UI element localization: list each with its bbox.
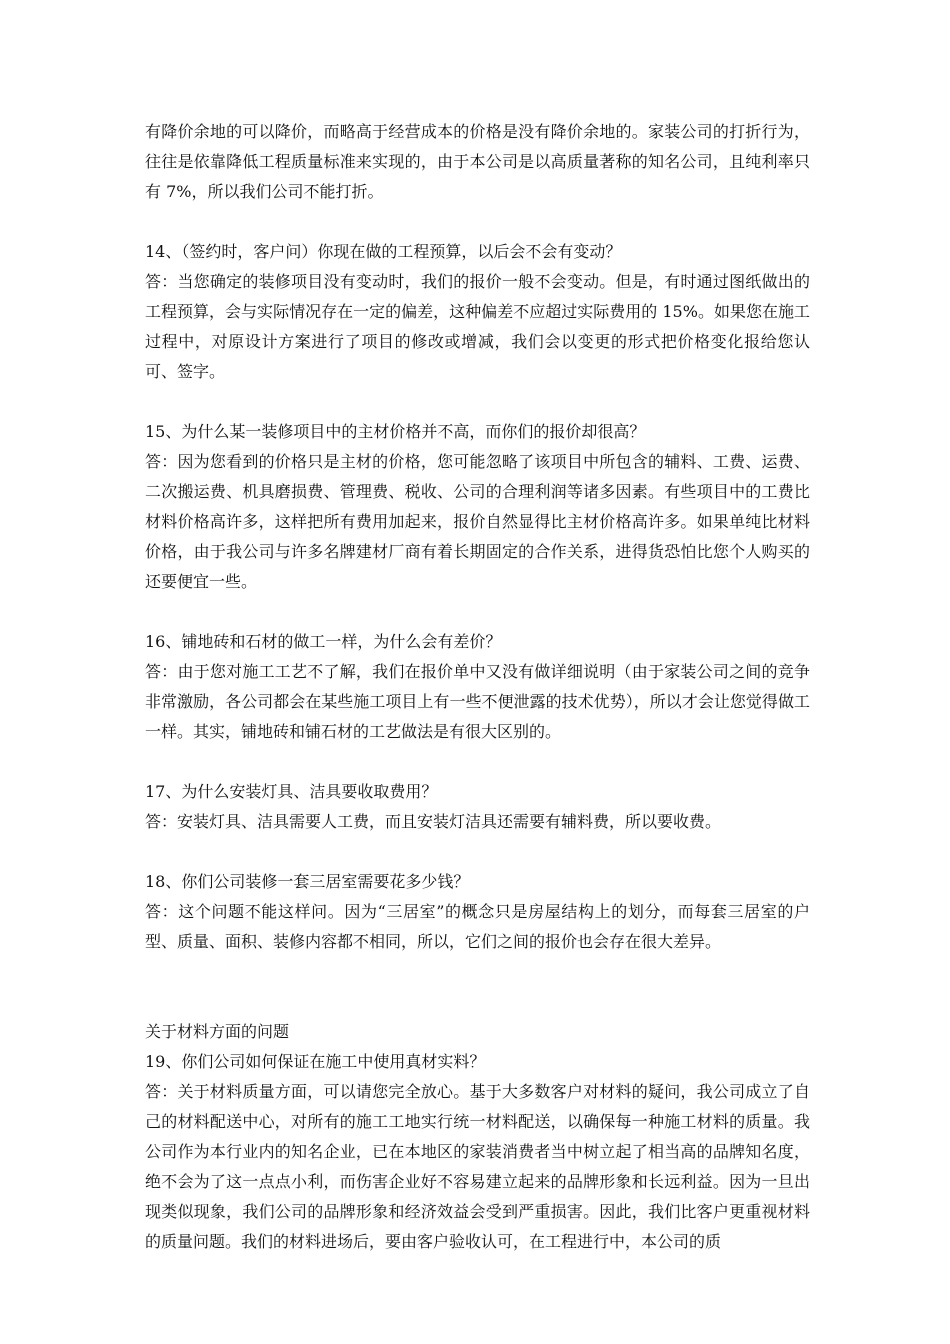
paragraph-gap [145,387,810,417]
question-17: 17、为什么安装灯具、洁具要收取费用？ [145,782,438,801]
paragraph-gap [145,597,810,627]
answer-18: 答：这个问题不能这样问。因为“三居室”的概念只是房屋结构上的划分，而每套三居室的户型、质量、面积、装修内容都不相同，所以，它们之间的报价也会存在很大差异。 [145,902,810,951]
answer-15: 答：因为您看到的价格只是主材的价格，您可能忽略了该项目中所包含的辅料、工费、运费、二次搬运费、机具磨损费、管理费、税收、公司的合理利润等诸多因素。有些项目中的工费比材料价格高许多，这样把所有费用加起来，报价自然显得比主材价格高许多。如果单纯比材料价格，由于我公司与许多名牌建材厂商有着长期固定的合作关系，进得货恐怕比您个人购买的还要便宜一些。 [145,452,810,591]
question-16: 16、铺地砖和石材的做工一样，为什么会有差价？ [145,632,502,651]
answer-16: 答：由于您对施工工艺不了解，我们在报价单中又没有做详细说明（由于家装公司之间的竞争非常激励，各公司都会在某些施工项目上有一些不便泄露的技术优势），所以才会让您觉得做工一样。其实，铺地砖和铺石材的工艺做法是有很大区别的。 [145,662,810,741]
paragraph-gap [145,207,810,237]
document-page [145,117,810,1257]
intro-paragraph: 有降价余地的可以降价，而略高于经营成本的价格是没有降价余地的。家装公司的打折行为，往往是依靠降低工程质量标准来实现的，由于本公司是以高质量著称的知名公司，且纯利率只有 7%，所以我们公司不能打折。 [145,122,810,201]
answer-19: 答：关于材料质量方面，可以请您完全放心。基于大多数客户对材料的疑问，我公司成立了自己的材料配送中心，对所有的施工工地实行统一材料配送，以确保每一种施工材料的质量。我公司作为本行业内的知名企业，已在本地区的家装消费者当中树立起了相当高的品牌知名度，绝不会为了这一点点小利，而伤害企业好不容易建立起来的品牌形象和长远利益。因为一旦出现类似现象，我们公司的品牌形象和经济效益会受到严重损害。因此，我们比客户更重视材料的质量问题。我们的材料进场后，要由客户验收认可，在工程进行中，本公司的质 [145,1082,810,1251]
answer-17: 答：安装灯具、洁具需要人工费，而且安装灯洁具还需要有辅料费，所以要收费。 [145,812,722,831]
question-14: 14、（签约时，客户问）你现在做的工程预算，以后会不会有变动？ [145,242,622,261]
section-heading: 关于材料方面的问题 [145,1022,290,1041]
section-gap [145,957,810,1017]
question-18: 18、你们公司装修一套三居室需要花多少钱？ [145,872,470,891]
paragraph-gap [145,837,810,867]
question-15: 15、为什么某一装修项目中的主材价格并不高，而你们的报价却很高？ [145,422,646,441]
answer-14: 答：当您确定的装修项目没有变动时，我们的报价一般不会变动。但是，有时通过图纸做出的工程预算，会与实际情况存在一定的偏差，这种偏差不应超过实际费用的 15%。如果您在施工过程中，对原设计方案进行了项目的修改或增减，我们会以变更的形式把价格变化报给您认可、签字。 [145,272,810,381]
question-19: 19、你们公司如何保证在施工中使用真材实料？ [145,1052,486,1071]
paragraph-gap [145,747,810,777]
